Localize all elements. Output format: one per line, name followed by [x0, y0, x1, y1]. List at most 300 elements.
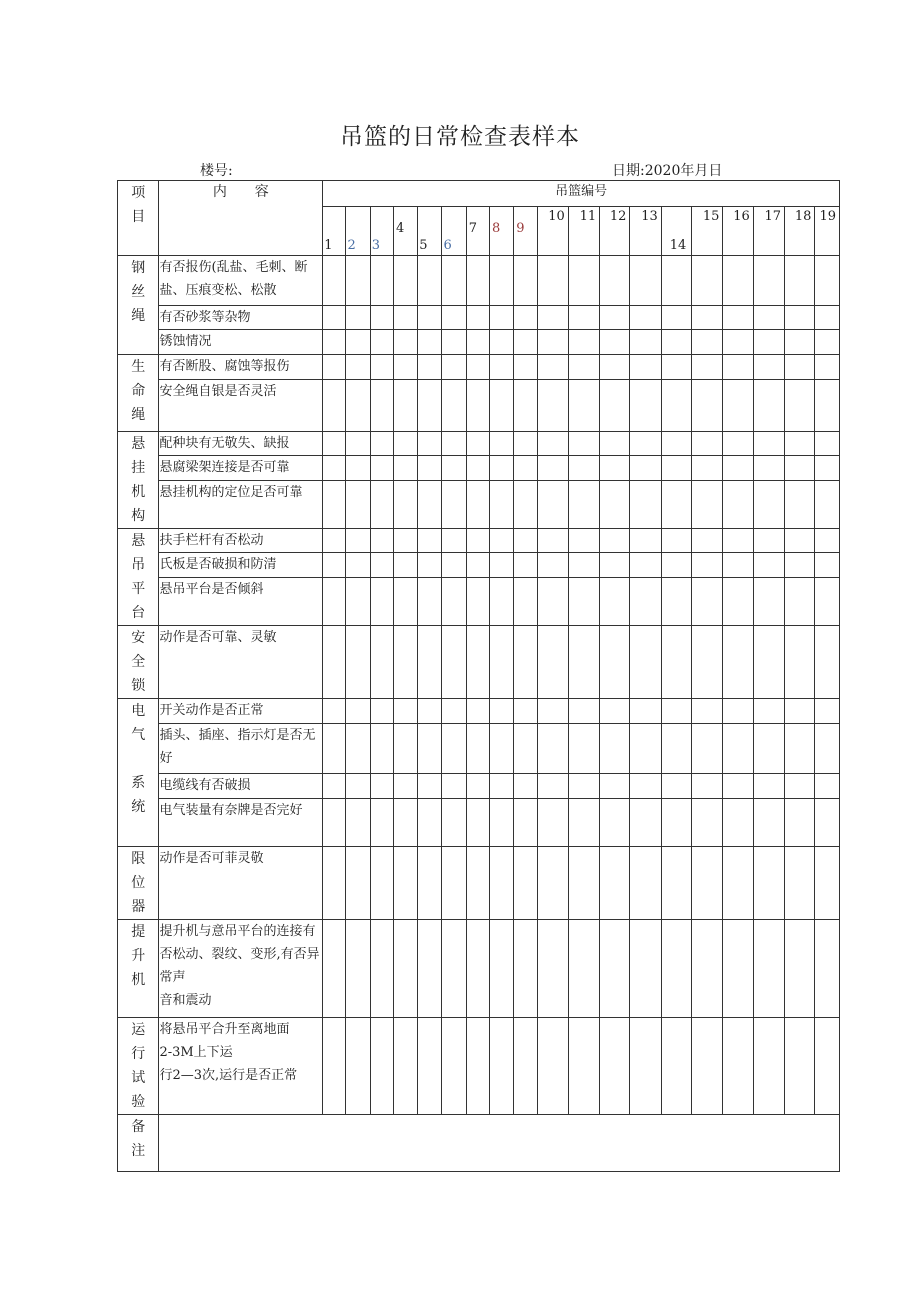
- check-cell[interactable]: [370, 799, 393, 847]
- check-cell[interactable]: [489, 355, 513, 380]
- check-cell[interactable]: [346, 774, 370, 799]
- check-cell[interactable]: [489, 1018, 513, 1115]
- check-cell[interactable]: [692, 256, 723, 306]
- check-cell[interactable]: [538, 553, 568, 578]
- check-cell[interactable]: [370, 920, 393, 1018]
- check-cell[interactable]: [568, 380, 599, 432]
- check-cell[interactable]: [466, 456, 489, 480]
- check-cell[interactable]: [723, 799, 753, 847]
- check-cell[interactable]: [723, 578, 753, 626]
- check-cell[interactable]: [692, 456, 723, 480]
- check-cell[interactable]: [661, 456, 691, 480]
- check-cell[interactable]: [489, 578, 513, 626]
- check-cell[interactable]: [661, 774, 691, 799]
- check-cell[interactable]: [568, 432, 599, 456]
- check-cell[interactable]: [393, 774, 417, 799]
- check-cell[interactable]: [323, 774, 346, 799]
- check-cell[interactable]: [418, 380, 442, 432]
- check-cell[interactable]: [346, 480, 370, 529]
- check-cell[interactable]: [600, 699, 630, 724]
- check-cell[interactable]: [323, 799, 346, 847]
- check-cell[interactable]: [723, 529, 753, 553]
- check-cell[interactable]: [323, 380, 346, 432]
- check-cell[interactable]: [785, 456, 815, 480]
- check-cell[interactable]: [418, 578, 442, 626]
- check-cell[interactable]: [466, 578, 489, 626]
- check-cell[interactable]: [323, 1018, 346, 1115]
- check-cell[interactable]: [393, 578, 417, 626]
- check-cell[interactable]: [346, 847, 370, 920]
- check-cell[interactable]: [418, 1018, 442, 1115]
- check-cell[interactable]: [323, 456, 346, 480]
- check-cell[interactable]: [538, 847, 568, 920]
- check-cell[interactable]: [630, 480, 661, 529]
- check-cell[interactable]: [442, 480, 466, 529]
- check-cell[interactable]: [346, 578, 370, 626]
- check-cell[interactable]: [785, 380, 815, 432]
- check-cell[interactable]: [442, 847, 466, 920]
- check-cell[interactable]: [661, 306, 691, 330]
- check-cell[interactable]: [393, 1018, 417, 1115]
- check-cell[interactable]: [442, 1018, 466, 1115]
- check-cell[interactable]: [753, 724, 784, 774]
- check-cell[interactable]: [723, 920, 753, 1018]
- check-cell[interactable]: [538, 724, 568, 774]
- check-cell[interactable]: [466, 380, 489, 432]
- check-cell[interactable]: [370, 626, 393, 699]
- check-cell[interactable]: [785, 432, 815, 456]
- check-cell[interactable]: [466, 355, 489, 380]
- check-cell[interactable]: [538, 699, 568, 724]
- check-cell[interactable]: [753, 306, 784, 330]
- check-cell[interactable]: [466, 480, 489, 529]
- check-cell[interactable]: [692, 920, 723, 1018]
- check-cell[interactable]: [418, 553, 442, 578]
- check-cell[interactable]: [630, 1018, 661, 1115]
- check-cell[interactable]: [661, 256, 691, 306]
- check-cell[interactable]: [370, 553, 393, 578]
- check-cell[interactable]: [346, 724, 370, 774]
- check-cell[interactable]: [815, 529, 840, 553]
- check-cell[interactable]: [466, 774, 489, 799]
- check-cell[interactable]: [753, 432, 784, 456]
- check-cell[interactable]: [815, 1018, 840, 1115]
- check-cell[interactable]: [723, 306, 753, 330]
- check-cell[interactable]: [393, 480, 417, 529]
- check-cell[interactable]: [600, 529, 630, 553]
- check-cell[interactable]: [514, 553, 538, 578]
- check-cell[interactable]: [346, 799, 370, 847]
- check-cell[interactable]: [418, 355, 442, 380]
- check-cell[interactable]: [489, 699, 513, 724]
- check-cell[interactable]: [370, 256, 393, 306]
- check-cell[interactable]: [815, 799, 840, 847]
- remarks-field[interactable]: [159, 1115, 840, 1172]
- check-cell[interactable]: [393, 256, 417, 306]
- check-cell[interactable]: [442, 626, 466, 699]
- check-cell[interactable]: [692, 626, 723, 699]
- check-cell[interactable]: [753, 920, 784, 1018]
- check-cell[interactable]: [418, 529, 442, 553]
- check-cell[interactable]: [538, 480, 568, 529]
- check-cell[interactable]: [600, 774, 630, 799]
- check-cell[interactable]: [630, 529, 661, 553]
- check-cell[interactable]: [661, 432, 691, 456]
- check-cell[interactable]: [692, 306, 723, 330]
- check-cell[interactable]: [393, 920, 417, 1018]
- check-cell[interactable]: [568, 699, 599, 724]
- check-cell[interactable]: [489, 553, 513, 578]
- check-cell[interactable]: [393, 626, 417, 699]
- check-cell[interactable]: [442, 355, 466, 380]
- check-cell[interactable]: [723, 256, 753, 306]
- check-cell[interactable]: [815, 847, 840, 920]
- check-cell[interactable]: [600, 920, 630, 1018]
- check-cell[interactable]: [630, 699, 661, 724]
- check-cell[interactable]: [514, 380, 538, 432]
- check-cell[interactable]: [753, 456, 784, 480]
- check-cell[interactable]: [723, 432, 753, 456]
- check-cell[interactable]: [785, 529, 815, 553]
- check-cell[interactable]: [489, 480, 513, 529]
- check-cell[interactable]: [418, 306, 442, 330]
- check-cell[interactable]: [630, 380, 661, 432]
- check-cell[interactable]: [514, 1018, 538, 1115]
- check-cell[interactable]: [442, 306, 466, 330]
- check-cell[interactable]: [514, 256, 538, 306]
- check-cell[interactable]: [393, 355, 417, 380]
- check-cell[interactable]: [753, 699, 784, 724]
- check-cell[interactable]: [815, 578, 840, 626]
- check-cell[interactable]: [661, 1018, 691, 1115]
- check-cell[interactable]: [568, 256, 599, 306]
- check-cell[interactable]: [661, 480, 691, 529]
- check-cell[interactable]: [692, 799, 723, 847]
- check-cell[interactable]: [600, 306, 630, 330]
- check-cell[interactable]: [785, 355, 815, 380]
- check-cell[interactable]: [630, 920, 661, 1018]
- check-cell[interactable]: [785, 306, 815, 330]
- check-cell[interactable]: [489, 432, 513, 456]
- check-cell[interactable]: [600, 380, 630, 432]
- check-cell[interactable]: [630, 306, 661, 330]
- check-cell[interactable]: [815, 380, 840, 432]
- check-cell[interactable]: [346, 553, 370, 578]
- check-cell[interactable]: [568, 847, 599, 920]
- check-cell[interactable]: [489, 330, 513, 355]
- check-cell[interactable]: [323, 432, 346, 456]
- check-cell[interactable]: [661, 529, 691, 553]
- check-cell[interactable]: [370, 456, 393, 480]
- check-cell[interactable]: [514, 578, 538, 626]
- check-cell[interactable]: [538, 529, 568, 553]
- check-cell[interactable]: [323, 920, 346, 1018]
- check-cell[interactable]: [466, 724, 489, 774]
- check-cell[interactable]: [489, 380, 513, 432]
- check-cell[interactable]: [489, 920, 513, 1018]
- check-cell[interactable]: [538, 306, 568, 330]
- check-cell[interactable]: [514, 432, 538, 456]
- check-cell[interactable]: [370, 699, 393, 724]
- check-cell[interactable]: [370, 380, 393, 432]
- check-cell[interactable]: [600, 553, 630, 578]
- check-cell[interactable]: [393, 330, 417, 355]
- check-cell[interactable]: [600, 480, 630, 529]
- check-cell[interactable]: [753, 480, 784, 529]
- check-cell[interactable]: [723, 774, 753, 799]
- check-cell[interactable]: [661, 330, 691, 355]
- check-cell[interactable]: [723, 724, 753, 774]
- check-cell[interactable]: [323, 330, 346, 355]
- check-cell[interactable]: [466, 432, 489, 456]
- check-cell[interactable]: [323, 306, 346, 330]
- check-cell[interactable]: [466, 920, 489, 1018]
- check-cell[interactable]: [346, 626, 370, 699]
- check-cell[interactable]: [568, 456, 599, 480]
- check-cell[interactable]: [466, 799, 489, 847]
- check-cell[interactable]: [489, 529, 513, 553]
- check-cell[interactable]: [815, 330, 840, 355]
- check-cell[interactable]: [442, 529, 466, 553]
- check-cell[interactable]: [418, 626, 442, 699]
- check-cell[interactable]: [815, 355, 840, 380]
- check-cell[interactable]: [785, 799, 815, 847]
- check-cell[interactable]: [723, 456, 753, 480]
- check-cell[interactable]: [393, 553, 417, 578]
- check-cell[interactable]: [692, 330, 723, 355]
- check-cell[interactable]: [600, 847, 630, 920]
- check-cell[interactable]: [661, 380, 691, 432]
- check-cell[interactable]: [630, 724, 661, 774]
- check-cell[interactable]: [442, 553, 466, 578]
- check-cell[interactable]: [630, 330, 661, 355]
- check-cell[interactable]: [442, 456, 466, 480]
- check-cell[interactable]: [346, 1018, 370, 1115]
- check-cell[interactable]: [514, 330, 538, 355]
- check-cell[interactable]: [785, 1018, 815, 1115]
- check-cell[interactable]: [692, 724, 723, 774]
- check-cell[interactable]: [785, 774, 815, 799]
- check-cell[interactable]: [323, 355, 346, 380]
- check-cell[interactable]: [370, 1018, 393, 1115]
- check-cell[interactable]: [600, 456, 630, 480]
- check-cell[interactable]: [630, 256, 661, 306]
- check-cell[interactable]: [723, 553, 753, 578]
- check-cell[interactable]: [393, 456, 417, 480]
- check-cell[interactable]: [418, 920, 442, 1018]
- check-cell[interactable]: [753, 774, 784, 799]
- check-cell[interactable]: [692, 774, 723, 799]
- check-cell[interactable]: [418, 256, 442, 306]
- check-cell[interactable]: [785, 699, 815, 724]
- check-cell[interactable]: [785, 578, 815, 626]
- check-cell[interactable]: [346, 330, 370, 355]
- check-cell[interactable]: [568, 306, 599, 330]
- check-cell[interactable]: [514, 724, 538, 774]
- check-cell[interactable]: [418, 432, 442, 456]
- check-cell[interactable]: [346, 529, 370, 553]
- check-cell[interactable]: [442, 699, 466, 724]
- check-cell[interactable]: [785, 724, 815, 774]
- check-cell[interactable]: [370, 480, 393, 529]
- check-cell[interactable]: [489, 847, 513, 920]
- check-cell[interactable]: [568, 355, 599, 380]
- check-cell[interactable]: [568, 774, 599, 799]
- check-cell[interactable]: [466, 330, 489, 355]
- check-cell[interactable]: [723, 380, 753, 432]
- check-cell[interactable]: [442, 380, 466, 432]
- check-cell[interactable]: [692, 578, 723, 626]
- check-cell[interactable]: [514, 306, 538, 330]
- check-cell[interactable]: [538, 456, 568, 480]
- check-cell[interactable]: [600, 432, 630, 456]
- check-cell[interactable]: [323, 480, 346, 529]
- check-cell[interactable]: [418, 724, 442, 774]
- check-cell[interactable]: [661, 355, 691, 380]
- check-cell[interactable]: [514, 480, 538, 529]
- check-cell[interactable]: [393, 847, 417, 920]
- check-cell[interactable]: [514, 355, 538, 380]
- check-cell[interactable]: [753, 355, 784, 380]
- check-cell[interactable]: [442, 256, 466, 306]
- check-cell[interactable]: [466, 1018, 489, 1115]
- check-cell[interactable]: [661, 847, 691, 920]
- check-cell[interactable]: [466, 847, 489, 920]
- check-cell[interactable]: [600, 330, 630, 355]
- check-cell[interactable]: [753, 553, 784, 578]
- check-cell[interactable]: [538, 626, 568, 699]
- check-cell[interactable]: [370, 529, 393, 553]
- check-cell[interactable]: [538, 1018, 568, 1115]
- check-cell[interactable]: [815, 432, 840, 456]
- check-cell[interactable]: [393, 306, 417, 330]
- check-cell[interactable]: [393, 799, 417, 847]
- check-cell[interactable]: [393, 699, 417, 724]
- check-cell[interactable]: [323, 553, 346, 578]
- check-cell[interactable]: [323, 626, 346, 699]
- check-cell[interactable]: [538, 578, 568, 626]
- check-cell[interactable]: [466, 256, 489, 306]
- check-cell[interactable]: [815, 256, 840, 306]
- check-cell[interactable]: [723, 626, 753, 699]
- check-cell[interactable]: [346, 256, 370, 306]
- check-cell[interactable]: [370, 330, 393, 355]
- check-cell[interactable]: [346, 699, 370, 724]
- check-cell[interactable]: [753, 1018, 784, 1115]
- check-cell[interactable]: [346, 432, 370, 456]
- check-cell[interactable]: [466, 306, 489, 330]
- check-cell[interactable]: [600, 724, 630, 774]
- check-cell[interactable]: [692, 699, 723, 724]
- check-cell[interactable]: [393, 380, 417, 432]
- check-cell[interactable]: [600, 626, 630, 699]
- check-cell[interactable]: [815, 774, 840, 799]
- check-cell[interactable]: [489, 724, 513, 774]
- check-cell[interactable]: [346, 920, 370, 1018]
- check-cell[interactable]: [753, 847, 784, 920]
- check-cell[interactable]: [370, 432, 393, 456]
- check-cell[interactable]: [323, 847, 346, 920]
- check-cell[interactable]: [661, 578, 691, 626]
- check-cell[interactable]: [418, 330, 442, 355]
- check-cell[interactable]: [489, 256, 513, 306]
- check-cell[interactable]: [815, 920, 840, 1018]
- check-cell[interactable]: [815, 456, 840, 480]
- check-cell[interactable]: [692, 1018, 723, 1115]
- check-cell[interactable]: [630, 847, 661, 920]
- check-cell[interactable]: [514, 626, 538, 699]
- check-cell[interactable]: [785, 553, 815, 578]
- check-cell[interactable]: [514, 774, 538, 799]
- check-cell[interactable]: [661, 699, 691, 724]
- check-cell[interactable]: [323, 529, 346, 553]
- check-cell[interactable]: [600, 355, 630, 380]
- check-cell[interactable]: [514, 456, 538, 480]
- check-cell[interactable]: [568, 578, 599, 626]
- check-cell[interactable]: [489, 799, 513, 847]
- check-cell[interactable]: [723, 480, 753, 529]
- check-cell[interactable]: [600, 799, 630, 847]
- check-cell[interactable]: [538, 920, 568, 1018]
- check-cell[interactable]: [466, 553, 489, 578]
- check-cell[interactable]: [630, 456, 661, 480]
- check-cell[interactable]: [692, 480, 723, 529]
- check-cell[interactable]: [692, 847, 723, 920]
- check-cell[interactable]: [418, 799, 442, 847]
- check-cell[interactable]: [630, 626, 661, 699]
- check-cell[interactable]: [785, 920, 815, 1018]
- check-cell[interactable]: [370, 774, 393, 799]
- check-cell[interactable]: [442, 724, 466, 774]
- check-cell[interactable]: [489, 306, 513, 330]
- check-cell[interactable]: [538, 256, 568, 306]
- check-cell[interactable]: [785, 256, 815, 306]
- check-cell[interactable]: [661, 724, 691, 774]
- check-cell[interactable]: [661, 920, 691, 1018]
- check-cell[interactable]: [785, 330, 815, 355]
- check-cell[interactable]: [514, 920, 538, 1018]
- check-cell[interactable]: [785, 480, 815, 529]
- check-cell[interactable]: [568, 724, 599, 774]
- check-cell[interactable]: [785, 626, 815, 699]
- check-cell[interactable]: [630, 774, 661, 799]
- check-cell[interactable]: [538, 355, 568, 380]
- check-cell[interactable]: [723, 355, 753, 380]
- check-cell[interactable]: [661, 799, 691, 847]
- check-cell[interactable]: [815, 306, 840, 330]
- check-cell[interactable]: [393, 529, 417, 553]
- check-cell[interactable]: [538, 432, 568, 456]
- check-cell[interactable]: [370, 578, 393, 626]
- check-cell[interactable]: [346, 306, 370, 330]
- check-cell[interactable]: [346, 355, 370, 380]
- check-cell[interactable]: [418, 774, 442, 799]
- check-cell[interactable]: [466, 699, 489, 724]
- check-cell[interactable]: [393, 724, 417, 774]
- check-cell[interactable]: [753, 626, 784, 699]
- check-cell[interactable]: [568, 553, 599, 578]
- check-cell[interactable]: [753, 256, 784, 306]
- check-cell[interactable]: [692, 380, 723, 432]
- check-cell[interactable]: [661, 553, 691, 578]
- check-cell[interactable]: [723, 847, 753, 920]
- check-cell[interactable]: [393, 432, 417, 456]
- check-cell[interactable]: [630, 355, 661, 380]
- check-cell[interactable]: [323, 578, 346, 626]
- check-cell[interactable]: [323, 699, 346, 724]
- check-cell[interactable]: [815, 724, 840, 774]
- check-cell[interactable]: [323, 724, 346, 774]
